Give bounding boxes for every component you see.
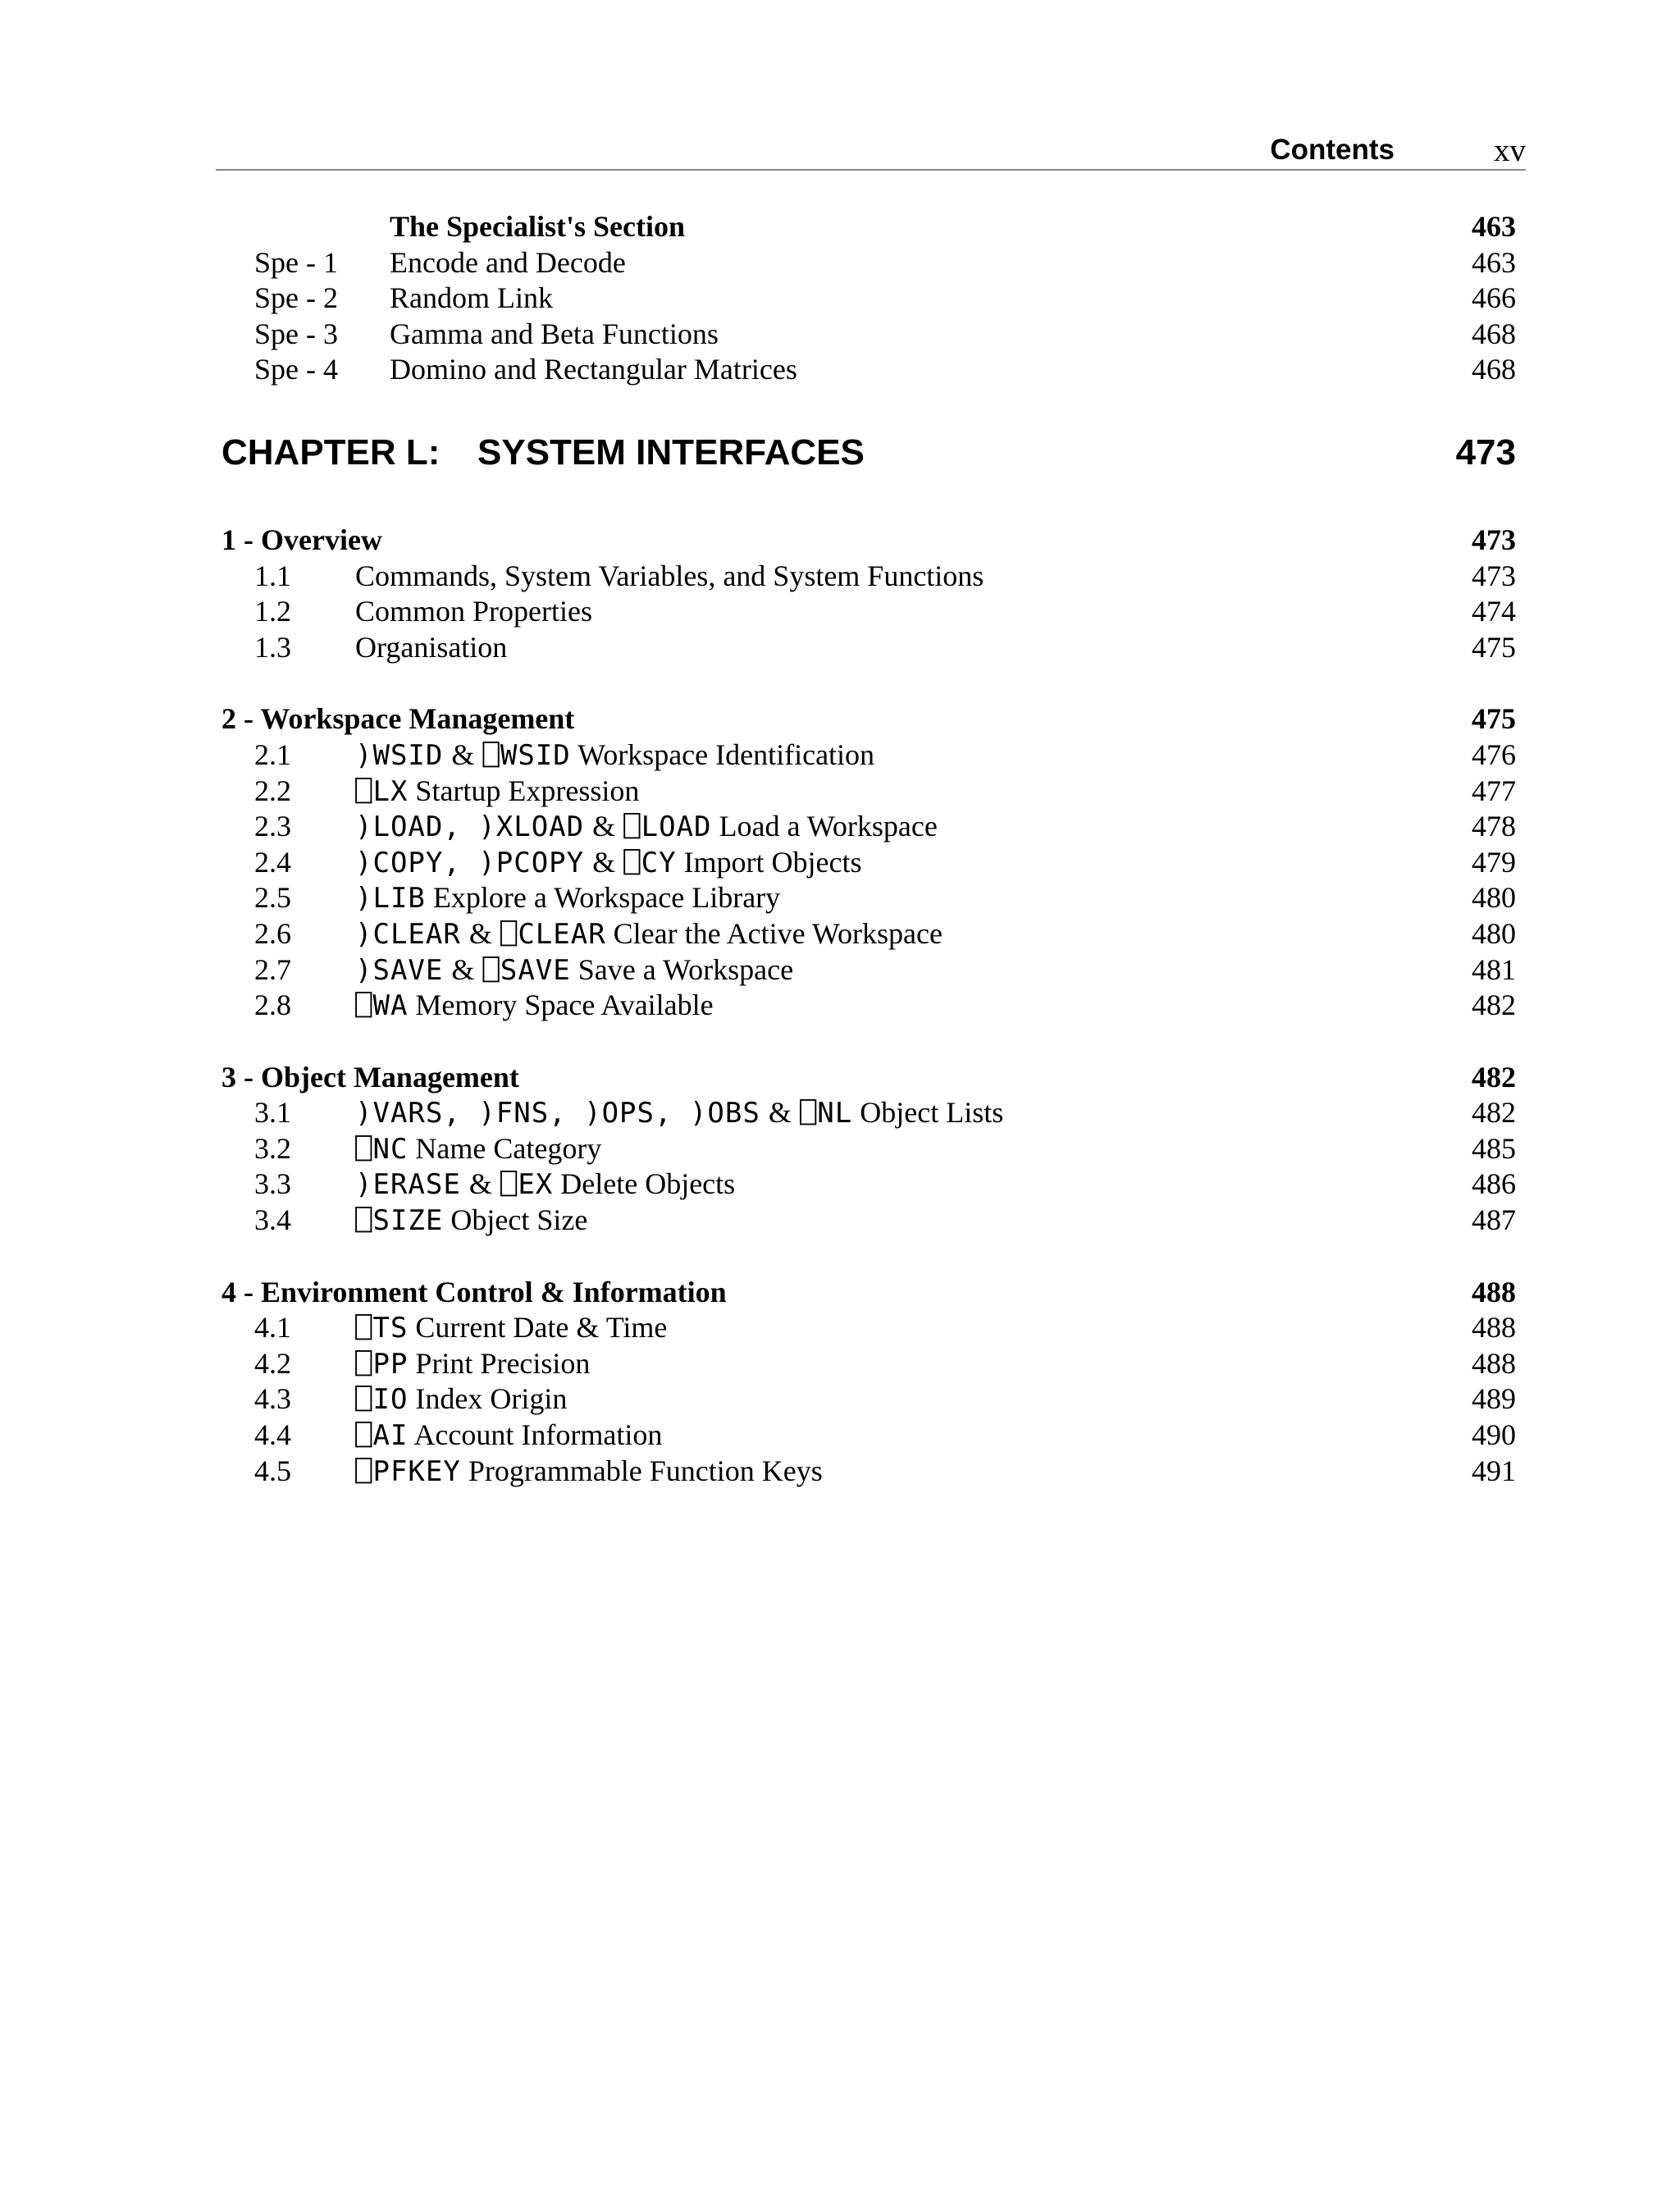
toc-entry-text: Current Date & Time [415, 1311, 668, 1345]
toc-entry-number: 2.2 [254, 774, 291, 807]
toc-entry-number: 3.2 [254, 1131, 291, 1165]
apl-command: )ERASE [355, 1168, 461, 1202]
toc-entry-label [355, 559, 984, 595]
toc-entry [221, 1346, 1516, 1382]
toc-entry-number: 3.1 [254, 1096, 291, 1130]
toc-entry-page: 490 [1472, 1418, 1516, 1452]
toc-entry-number: 2.5 [254, 881, 291, 915]
toc-entry-text: Startup Expression [415, 774, 640, 807]
toc-entry-label [355, 1095, 1003, 1132]
toc-section-heading [221, 701, 1516, 737]
toc-section [221, 701, 1516, 1023]
toc-entry-page: 475 [1472, 630, 1516, 664]
toc-entry-label: Encode and Decode [390, 245, 626, 279]
toc-entry [221, 809, 1516, 845]
toc-entry-label [355, 1203, 587, 1240]
apl-command: ⎕AI [355, 1419, 409, 1453]
toc-entry [221, 1131, 1516, 1167]
toc-entry-page: 482 [1472, 988, 1516, 1022]
toc-section-title: 2 - Workspace Management [221, 702, 575, 736]
toc-entry-label [355, 1418, 662, 1454]
ampersand: & [592, 810, 616, 843]
toc-section-heading [221, 523, 1516, 559]
running-header-page-number: xv [1494, 133, 1526, 168]
toc-section-title: 4 - Environment Control & Information [221, 1275, 727, 1308]
toc-entry [221, 1418, 1516, 1454]
apl-command: ⎕PP [355, 1347, 409, 1381]
toc-entry-text: Account Information [413, 1418, 663, 1452]
toc-section-page: 463 [1472, 210, 1516, 243]
toc-entry [221, 845, 1516, 881]
toc-entry-label [355, 774, 639, 810]
apl-command: )VARS, )FNS, )OPS, )OBS [355, 1097, 760, 1130]
toc-entry-number: 1.3 [254, 630, 291, 664]
toc-entry-label [355, 1346, 590, 1383]
toc-section-title: The Specialist's Section [390, 210, 686, 243]
toc-entry-page: 474 [1472, 595, 1516, 628]
toc-entry [221, 1454, 1516, 1490]
ampersand: & [451, 737, 475, 771]
chapter-heading [221, 424, 1516, 490]
toc-entry-text: Organisation [355, 630, 508, 664]
toc-entry [221, 737, 1516, 774]
toc-entry-page: 477 [1472, 774, 1516, 807]
toc-entry-label: Domino and Rectangular Matrices [390, 353, 797, 386]
toc-entry-number: 3.3 [254, 1167, 291, 1201]
toc-entry-number: 4.2 [254, 1346, 291, 1380]
apl-command: ⎕IO [355, 1383, 409, 1417]
toc-section-heading [221, 1275, 1516, 1311]
toc-entry-label [355, 1310, 667, 1347]
toc-entry-page: 491 [1472, 1454, 1516, 1487]
apl-command: )CLEAR [355, 917, 461, 951]
apl-command: ⎕WA [355, 989, 409, 1023]
apl-command: )WSID [355, 738, 444, 772]
running-header [216, 127, 1526, 170]
toc-entry-page: 489 [1472, 1382, 1516, 1416]
apl-system-name: ⎕WSID [482, 738, 571, 772]
toc-entry [221, 559, 1516, 595]
toc-entry-page: 479 [1472, 845, 1516, 879]
toc-entry-label [355, 630, 507, 666]
toc-entry [221, 630, 1516, 666]
toc-section-page: 475 [1472, 702, 1516, 736]
toc-entry-page: 481 [1472, 952, 1516, 986]
apl-command: )LOAD, )XLOAD [355, 810, 585, 844]
apl-system-name: ⎕CLEAR [500, 917, 606, 951]
apl-system-name: ⎕SAVE [482, 953, 571, 987]
toc-entry-text: Import Objects [683, 845, 862, 879]
toc-entry-text: Object Lists [860, 1096, 1004, 1130]
toc-entry-page: 482 [1472, 1096, 1516, 1130]
toc-entry [221, 952, 1516, 988]
toc-entry-number: 2.1 [254, 737, 291, 771]
toc-entry-number: 2.4 [254, 845, 291, 879]
toc-section-specialist [221, 209, 1516, 388]
toc-entry-number: Spe - 2 [254, 281, 338, 315]
toc-section [221, 1060, 1516, 1239]
toc-entry [221, 774, 1516, 810]
ampersand: & [768, 1096, 792, 1130]
toc-entry-number: 4.5 [254, 1454, 291, 1487]
apl-command: ⎕PFKEY [355, 1454, 461, 1488]
toc-entry-number: Spe - 3 [254, 317, 338, 350]
apl-system-name: ⎕LOAD [623, 810, 712, 844]
toc-section-title: 1 - Overview [221, 523, 382, 556]
toc-entry-text: Name Category [415, 1131, 602, 1165]
toc-entry-number: 2.3 [254, 810, 291, 843]
chapter-page: 473 [1455, 431, 1516, 473]
toc-entry-text: Index Origin [415, 1382, 568, 1416]
apl-command: )LIB [355, 882, 426, 915]
chapter-title: SYSTEM INTERFACES [477, 431, 865, 473]
toc-entry-label [355, 737, 874, 774]
toc-entry-text: Delete Objects [560, 1167, 736, 1201]
toc-entry-text: Memory Space Available [415, 988, 714, 1022]
toc-section-page: 482 [1472, 1060, 1516, 1094]
toc-section [221, 1275, 1516, 1490]
toc-entry-number: 3.4 [254, 1203, 291, 1237]
toc-entry-text: Common Properties [355, 595, 592, 628]
toc-entry-page: 468 [1472, 317, 1516, 350]
toc-entry [221, 988, 1516, 1024]
toc-entry-number: 2.6 [254, 916, 291, 950]
apl-command: )SAVE [355, 953, 444, 987]
ampersand: & [592, 845, 616, 879]
header-rule [216, 169, 1526, 171]
toc-entry [221, 1167, 1516, 1203]
toc-entry [221, 1381, 1516, 1418]
toc-entry-text: Object Size [450, 1203, 588, 1237]
apl-command: ⎕LX [355, 774, 409, 808]
toc-entry-page: 473 [1472, 559, 1516, 592]
toc-entry-number: 1.1 [254, 559, 291, 592]
ampersand: & [468, 1167, 492, 1201]
apl-command: )COPY, )PCOPY [355, 846, 585, 879]
toc-entry-label [355, 880, 780, 917]
toc-entry-label [355, 916, 943, 953]
toc-entry-text: Programmable Function Keys [468, 1454, 823, 1487]
chapter-label: CHAPTER L: [221, 431, 441, 473]
apl-command: ⎕SIZE [355, 1204, 444, 1238]
toc-entry-page: 480 [1472, 916, 1516, 950]
toc-entry [221, 317, 1516, 353]
apl-command: ⎕NC [355, 1132, 409, 1166]
toc-entry-page: 466 [1472, 281, 1516, 315]
toc-entry-page: 476 [1472, 737, 1516, 771]
toc-entry-label [355, 809, 938, 846]
toc-section-heading [221, 209, 1516, 245]
ampersand: & [451, 952, 475, 986]
toc-entry [221, 1203, 1516, 1239]
toc-entry-label [355, 952, 793, 989]
running-header-title: Contents [1270, 134, 1395, 166]
toc-entry [221, 916, 1516, 952]
apl-system-name: ⎕NL [799, 1097, 853, 1130]
toc-section [221, 523, 1516, 665]
toc-entry [221, 880, 1516, 916]
toc-entry-text: Clear the Active Workspace [613, 916, 943, 950]
toc-entry-text: Print Precision [415, 1346, 591, 1380]
toc-entry-text: Workspace Identification [578, 737, 875, 771]
toc-entry-page: 480 [1472, 881, 1516, 915]
toc-entry-number: 2.8 [254, 988, 291, 1022]
toc-entry-text: Explore a Workspace Library [432, 881, 781, 915]
apl-system-name: ⎕CY [623, 846, 677, 879]
toc-entry-number: 4.1 [254, 1311, 291, 1345]
toc-section-page: 488 [1472, 1275, 1516, 1308]
apl-command: ⎕TS [355, 1312, 409, 1345]
toc-entry-number: 1.2 [254, 595, 291, 628]
toc-entry-number: 4.4 [254, 1418, 291, 1452]
toc-entry-number: 2.7 [254, 952, 291, 986]
toc-entry [221, 1095, 1516, 1131]
toc-entry-page: 463 [1472, 245, 1516, 279]
toc-entry [221, 281, 1516, 317]
toc-entry [221, 594, 1516, 630]
toc-entry-label [355, 988, 714, 1025]
toc-entry-text: Save a Workspace [578, 952, 794, 986]
toc-entry [221, 245, 1516, 281]
toc-entry [221, 1310, 1516, 1346]
toc-entry-label [355, 594, 592, 630]
toc-entry-page: 486 [1472, 1167, 1516, 1201]
toc-entry-label [355, 845, 862, 882]
toc-entry-label: Gamma and Beta Functions [390, 317, 719, 350]
toc-section-title: 3 - Object Management [221, 1060, 519, 1094]
toc-section-page: 473 [1472, 523, 1516, 556]
toc-section-heading [221, 1060, 1516, 1096]
toc-entry-page: 488 [1472, 1346, 1516, 1380]
toc-entry [221, 352, 1516, 388]
toc-entry-page: 478 [1472, 810, 1516, 843]
toc-entry-number: Spe - 1 [254, 245, 338, 279]
toc-entry-page: 468 [1472, 353, 1516, 386]
toc-entry-page: 488 [1472, 1311, 1516, 1345]
toc-entry-page: 485 [1472, 1131, 1516, 1165]
apl-system-name: ⎕EX [500, 1168, 554, 1202]
toc-entry-text: Commands, System Variables, and System Functions [355, 559, 984, 592]
toc-entry-number: Spe - 4 [254, 353, 338, 386]
ampersand: & [468, 916, 492, 950]
toc-entry-label [355, 1131, 601, 1168]
toc-entry-text: Load a Workspace [719, 810, 938, 843]
toc-entry-label [355, 1454, 823, 1491]
toc-entry-label [355, 1167, 735, 1203]
toc-entry-label [355, 1381, 567, 1418]
toc-entry-number: 4.3 [254, 1382, 291, 1416]
toc-entry-label: Random Link [390, 281, 553, 315]
table-of-contents [221, 209, 1516, 1525]
toc-entry-page: 487 [1472, 1203, 1516, 1237]
